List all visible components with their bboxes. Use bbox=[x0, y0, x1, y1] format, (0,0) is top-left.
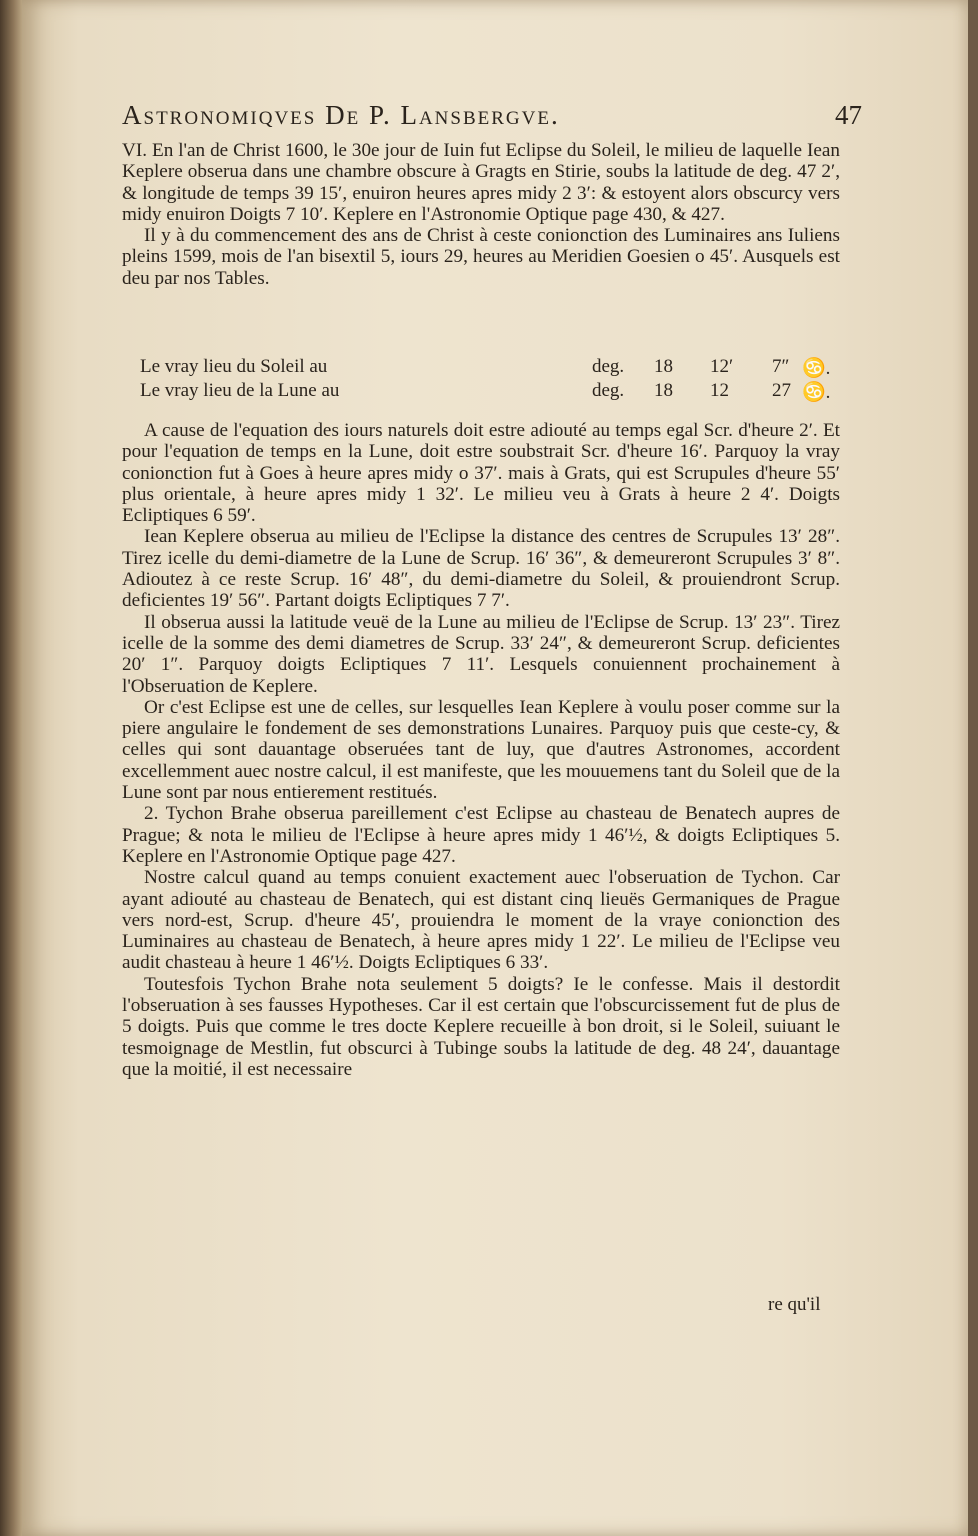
cancer-sign-icon: ♋. bbox=[802, 382, 831, 403]
paragraph: Or c'est Eclipse est une de celles, sur lesquelles Iean Keplere à voulu poser comme sur la piere angulaire le fondement de ses demonstrations Lunaires. Parquoy puis que ceste-cy, & celles qui sont dauantage obseruées tant de luy, que d'autres Astronomes, accordent excellemment auec nostre calcul, il est manifeste, que les mouuemens tant du Soleil que de la Lune sont par nous entierement restitués. bbox=[122, 696, 840, 804]
row-label: Le vray lieu du Soleil au bbox=[140, 356, 328, 377]
book-binding bbox=[0, 0, 22, 1536]
row-label: Le vray lieu de la Lune au bbox=[140, 380, 340, 401]
row-minutes: 12 bbox=[710, 380, 729, 401]
cancer-sign-icon: ♋. bbox=[802, 358, 831, 379]
text-block-main bbox=[122, 420, 840, 1080]
row-deg: deg. bbox=[592, 380, 625, 401]
paragraph: Iean Keplere obserua au milieu de l'Eclipse la distance des centres de Scrupules 13′ 28″. Tirez icelle du demi-diametre de la Lune de Scrup. 16′ 36″, & demeureront Scrupules 3′ 8″. Adioutez à ce reste Scrup. 16′ 48″, du demi-diametre du Soleil, & prouiendront Scrup. deficientes 19′ 56″. Partant doigts Ecliptiques 7 7′. bbox=[122, 526, 840, 612]
paragraph: Toutesfois Tychon Brahe nota seulement 5 doigts? Ie le confesse. Mais il destordit l'obseruation à ses fausses Hypotheses. Car il est certain que l'obscurcissement fut de plus de 5 doigts. Puis que comme le tres docte Keplere recueille à bon droit, si le Soleil, suiuant le tesmoignage de Mestlin, fut obscurci à Tubinge soubs la latitude de deg. 48 24′, dauantage que la moitié, il est necessaire bbox=[122, 973, 840, 1080]
catchword: re qu'il bbox=[768, 1294, 821, 1315]
row-deg: deg. bbox=[592, 356, 625, 377]
header-title: Astronomiqves De P. Lansbergve. bbox=[122, 100, 560, 130]
text-block-top bbox=[122, 140, 840, 289]
paragraph: 2. Tychon Brahe obserua pareillement c'est Eclipse au chasteau de Benatech aupres de Prague; & nota le milieu de l'Eclipse à heure apres midy 1 46′½, & doigts Ecliptiques 5. Keplere en l'Astronomie Optique page 427. bbox=[122, 803, 840, 867]
paragraph: VI. En l'an de Christ 1600, le 30e jour de Iuin fut Eclipse du Soleil, le milieu de laquelle Iean Keplere obserua dans une chambre obscure à Gragts en Stirie, soubs la latitude de deg. 47 2′, & longitude de temps 39 15′, enuiron heures apres midy 2 3′: & estoyent alors obscurcy vers midy enuiron Doigts 7 10′. Keplere en l'Astronomie Optique page 430, & 427. bbox=[122, 140, 840, 225]
paragraph: A cause de l'equation des iours naturels doit estre adiouté au temps egal Scr. d'heure 2′. Et pour l'equation de temps en la Lune, doit estre soubstrait Scr. d'heure 16′. Parquoy la vray conionction fut à Goes à heure apres midy o 37′. mais à Grats, qui est Scrupules d'heure 55′ plus orientale, à heure apres midy 1 32′. Le milieu veu à Grats à heure 2 4′. Doigts Ecliptiques 6 59′. bbox=[122, 420, 840, 527]
row-seconds: 27 bbox=[772, 380, 791, 401]
row-degrees: 18 bbox=[654, 356, 673, 377]
row-seconds: 7″ bbox=[772, 356, 790, 377]
paragraph: Il obserua aussi la latitude veuë de la Lune au milieu de l'Eclipse de Scrup. 13′ 23″. Tirez icelle de la somme des demi diametres de Scrup. 33′ 24″, & demeureront Scrup. deficientes 20′ 1″. Parquoy doigts Ecliptiques 7 11′. Lesquels conuiennent prochainement à l'Obseruation de Keplere. bbox=[122, 611, 840, 697]
page-number: 47 bbox=[835, 100, 862, 130]
paragraph: Nostre calcul quand au temps conuient exactement auec l'obseruation de Tychon. Car ayant adiouté au chasteau de Benatech, qui est distant cinq lieuës Germaniques de Prague vers nord-est, Scrup. d'heure 45′, prouiendra le moment de la vraye conionction des Luminaires au chasteau de Benatech, à heure apres midy 1 22′. Le milieu de l'Eclipse veu audit chasteau à heure 1 46′½. Doigts Ecliptiques 6 33′. bbox=[122, 867, 840, 974]
position-table bbox=[140, 356, 840, 404]
running-header bbox=[122, 100, 862, 132]
paragraph: Il y à du commencement des ans de Christ à ceste conionction des Luminaires ans Iuliens pleins 1599, mois de l'an bisextil 5, iours 29, heures au Meridien Goesien o 45′. Ausquels est deu par nos Tables. bbox=[122, 225, 840, 289]
table-row bbox=[140, 380, 840, 404]
row-minutes: 12′ bbox=[710, 356, 734, 377]
table-row bbox=[140, 356, 840, 380]
book-page bbox=[22, 0, 968, 1536]
row-degrees: 18 bbox=[654, 380, 673, 401]
